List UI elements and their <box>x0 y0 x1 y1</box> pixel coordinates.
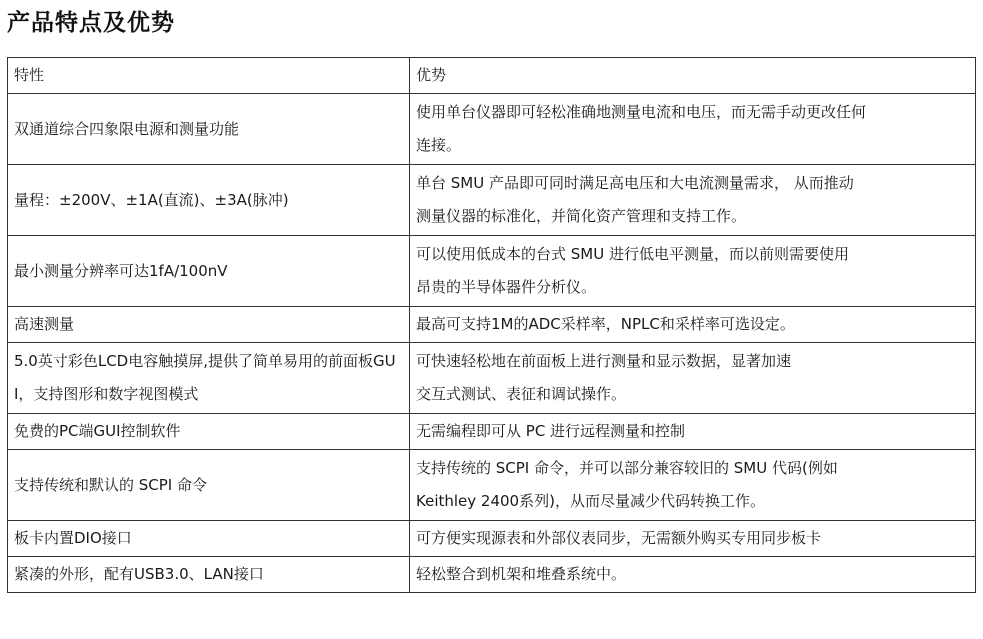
feature-table <box>7 57 976 593</box>
advantage-cell: 轻松整合到机架和堆叠系统中。 <box>410 557 976 593</box>
advantage-cell: 无需编程即可从 PC 进行远程测量和控制 <box>410 414 976 450</box>
feature-cell: 双通道综合四象限电源和测量功能 <box>8 94 410 165</box>
advantage-cell: 最高可支持1M的ADC采样率，NPLC和采样率可选设定。 <box>410 307 976 343</box>
feature-cell: 板卡内置DIO接口 <box>8 521 410 557</box>
page-title: 产品特点及优势 <box>7 10 175 36</box>
table-row <box>8 414 976 450</box>
advantage-cell: 可方便实现源表和外部仪表同步，无需额外购买专用同步板卡 <box>410 521 976 557</box>
feature-cell: 高速测量 <box>8 307 410 343</box>
feature-cell: 支持传统和默认的 SCPI 命令 <box>8 450 410 521</box>
table-row <box>8 450 976 521</box>
feature-cell: 免费的PC端GUI控制软件 <box>8 414 410 450</box>
advantage-cell: 支持传统的 SCPI 命令，并可以部分兼容较旧的 SMU 代码(例如 Keithley 2400系列)，从而尽量减少代码转换工作。 <box>410 450 976 521</box>
advantage-cell: 使用单台仪器即可轻松准确地测量电流和电压，而无需手动更改任何 连接。 <box>410 94 976 165</box>
table-row <box>8 307 976 343</box>
advantage-cell: 单台 SMU 产品即可同时满足高电压和大电流测量需求， 从而推动 测量仪器的标准化，并简化资产管理和支持工作。 <box>410 165 976 236</box>
table-row <box>8 521 976 557</box>
table-row <box>8 94 976 165</box>
advantage-cell: 可以使用低成本的台式 SMU 进行低电平测量，而以前则需要使用 昂贵的半导体器件分析仪。 <box>410 236 976 307</box>
feature-cell: 5.0英寸彩色LCD电容触摸屏,提供了简单易用的前面板GUI，支持图形和数字视图模式 <box>8 343 410 414</box>
table-row <box>8 165 976 236</box>
feature-cell: 最小测量分辨率可达1fA/100nV <box>8 236 410 307</box>
header-advantage: 优势 <box>410 58 976 94</box>
header-feature: 特性 <box>8 58 410 94</box>
table-row <box>8 343 976 414</box>
table-row <box>8 557 976 593</box>
feature-cell: 紧凑的外形，配有USB3.0、LAN接口 <box>8 557 410 593</box>
table-header-row <box>8 58 976 94</box>
advantage-cell: 可快速轻松地在前面板上进行测量和显示数据，显著加速 交互式测试、表征和调试操作。 <box>410 343 976 414</box>
table-row <box>8 236 976 307</box>
feature-cell: 量程：±200V、±1A(直流)、±3A(脉冲) <box>8 165 410 236</box>
